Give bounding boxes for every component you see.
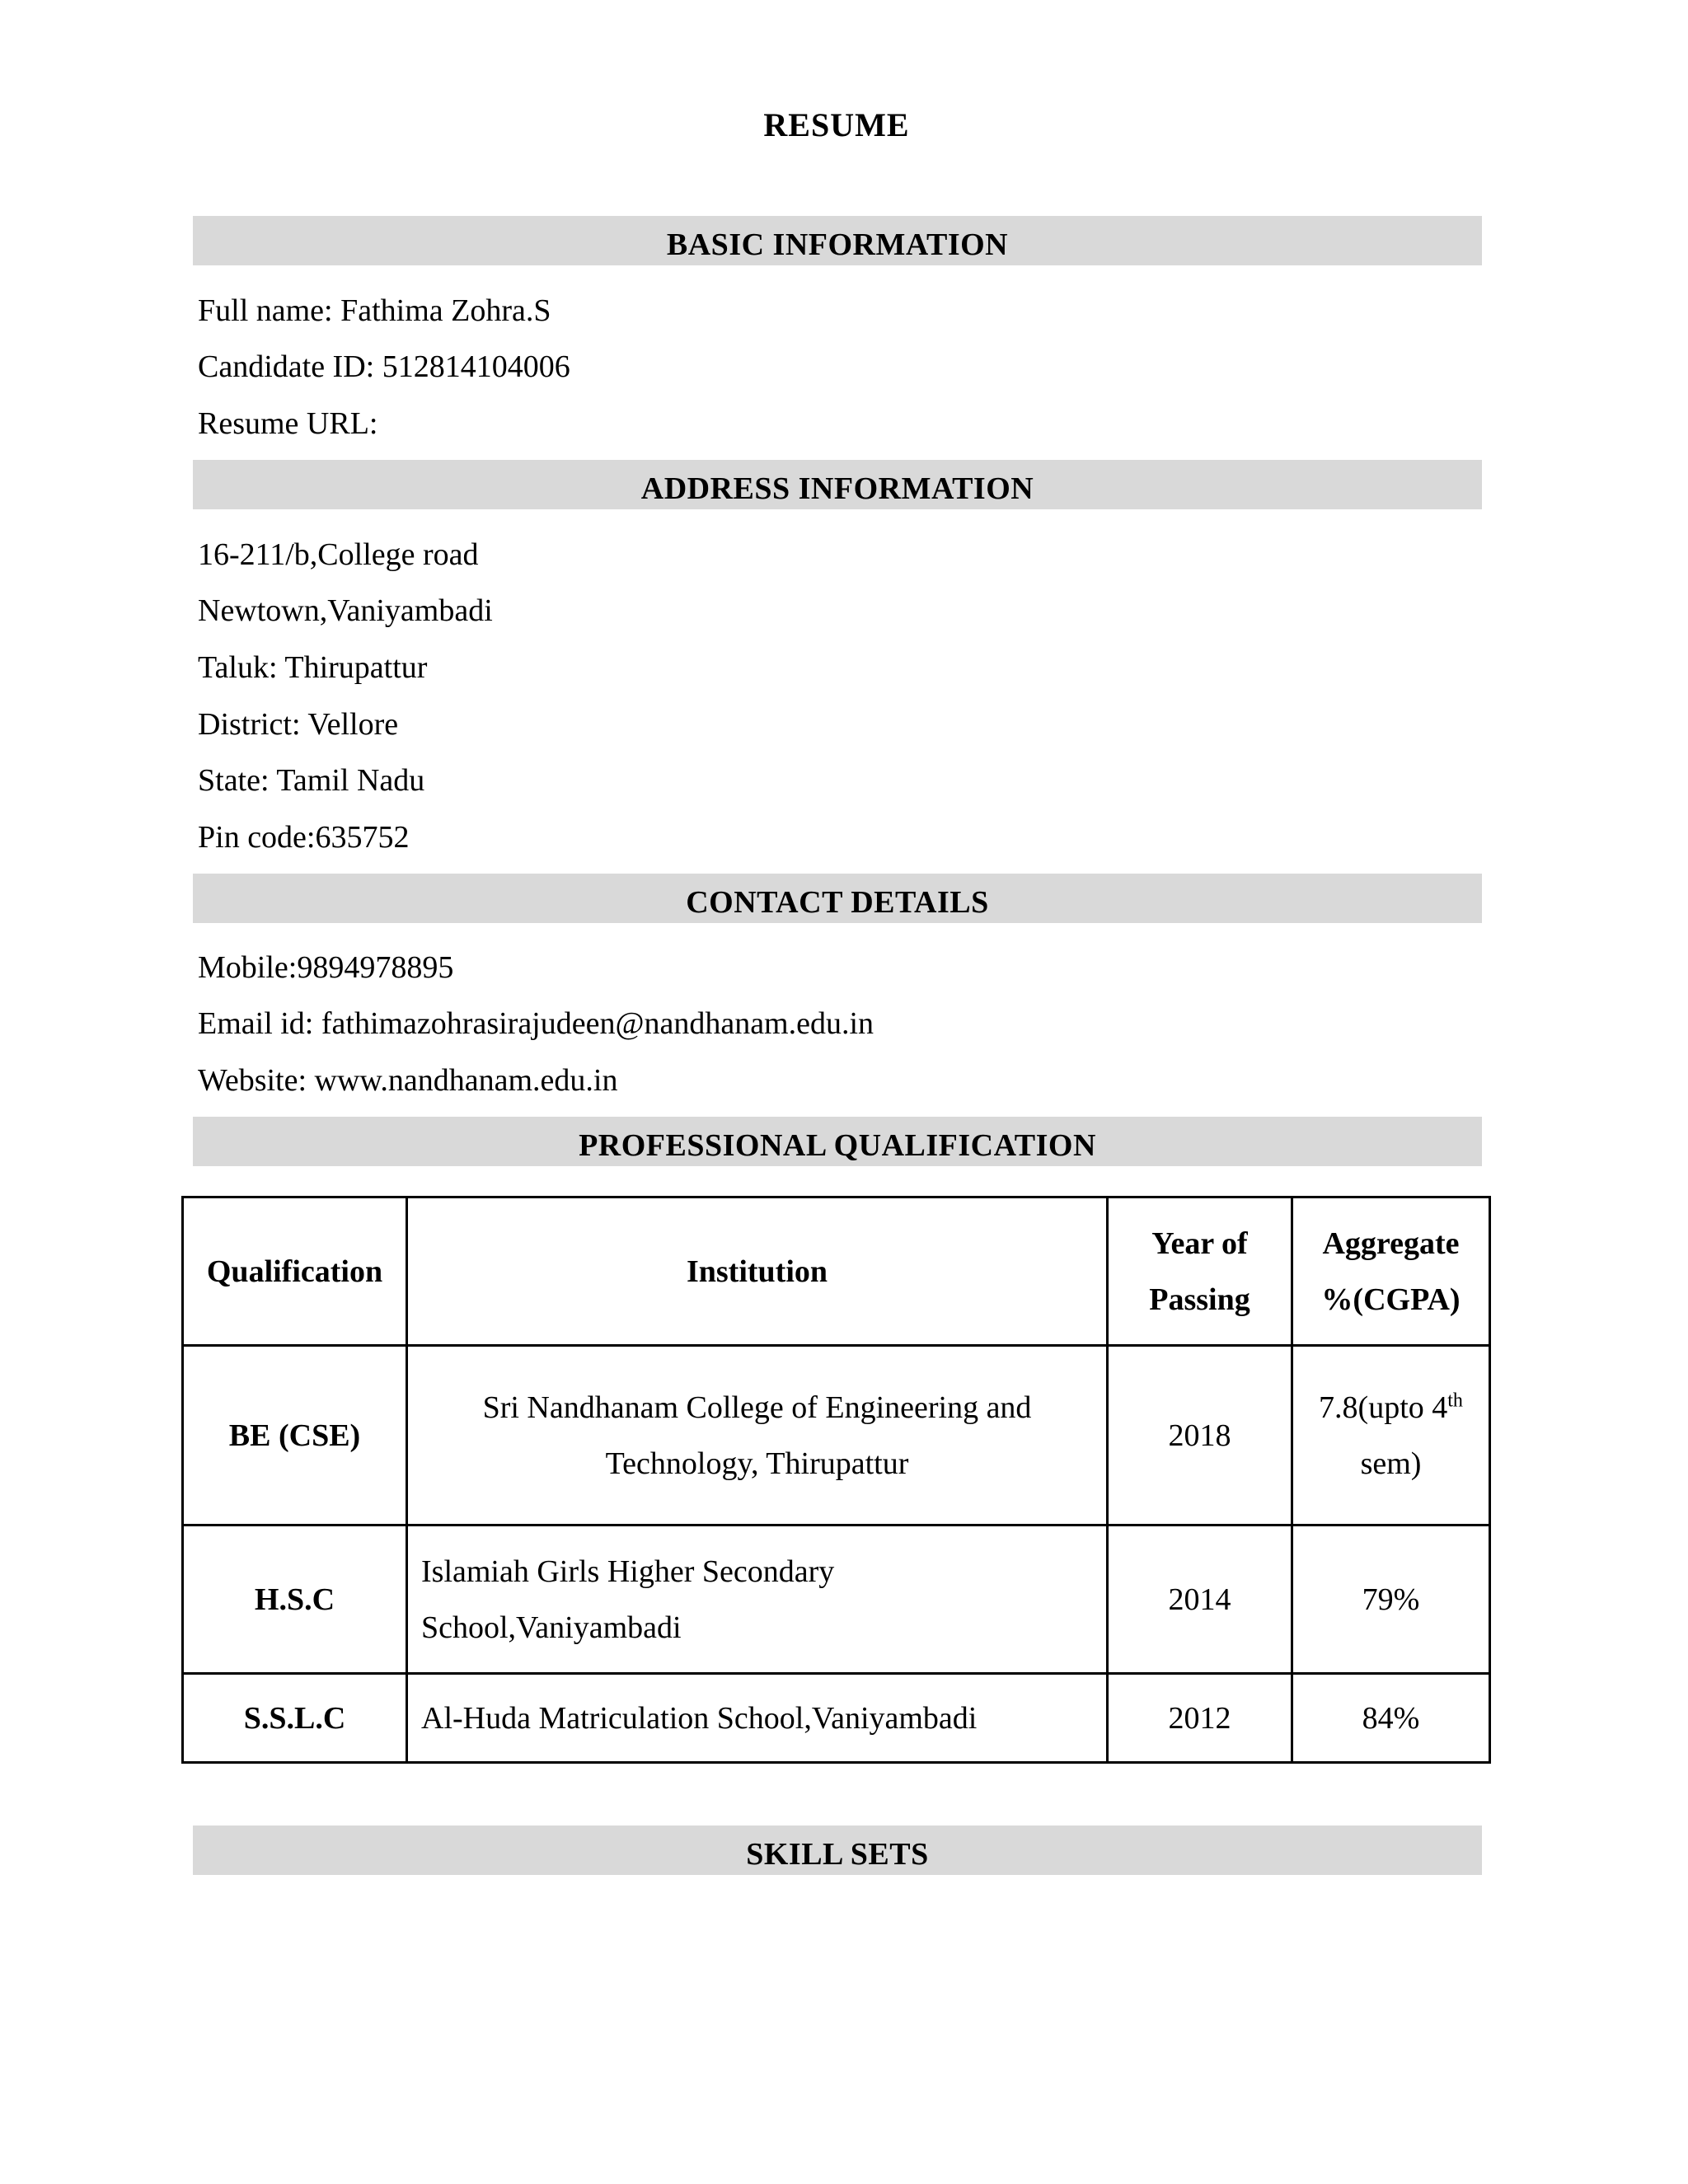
aggregate-line-1: 7.8(upto 4th (1319, 1389, 1463, 1425)
contact-email: Email id: fathimazohrasirajudeen@nandhanam.edu.in (198, 1006, 874, 1041)
address-information-heading: ADDRESS INFORMATION (193, 460, 1482, 509)
year-cell: 2018 (1108, 1346, 1292, 1526)
page-title: RESUME (763, 106, 910, 143)
aggregate-cell (1292, 1346, 1490, 1526)
institution-cell (407, 1526, 1108, 1674)
qualification-cell: H.S.C (183, 1526, 407, 1674)
header-aggregate (1292, 1197, 1490, 1346)
contact-details-heading: CONTACT DETAILS (193, 874, 1482, 923)
header-year-line-1: Year of (1151, 1226, 1248, 1261)
address-pin-code: Pin code:635752 (198, 820, 410, 855)
table-row (183, 1346, 1490, 1526)
institution-line-1: Islamiah Girls Higher Secondary (421, 1554, 835, 1589)
table-header-row (183, 1197, 1490, 1346)
qualification-table (181, 1196, 1491, 1764)
year-cell: 2012 (1108, 1674, 1292, 1763)
contact-mobile: Mobile:9894978895 (198, 950, 454, 985)
address-state: State: Tamil Nadu (198, 763, 425, 798)
aggregate-superscript: th (1447, 1389, 1463, 1411)
institution-line-1: Sri Nandhanam College of Engineering and (482, 1390, 1032, 1425)
address-line-1: 16-211/b,College road (198, 537, 479, 572)
resume-url: Resume URL: (198, 406, 378, 441)
header-year-line-2: Passing (1149, 1282, 1250, 1317)
candidate-id: Candidate ID: 512814104006 (198, 349, 570, 384)
year-cell: 2014 (1108, 1526, 1292, 1674)
institution-line-2: Technology, Thirupattur (605, 1446, 909, 1481)
basic-information-heading: BASIC INFORMATION (193, 216, 1482, 265)
address-line-2: Newtown,Vaniyambadi (198, 593, 493, 628)
address-district: District: Vellore (198, 707, 399, 742)
header-institution: Institution (407, 1197, 1108, 1346)
header-year-of-passing (1108, 1197, 1292, 1346)
header-qualification: Qualification (183, 1197, 407, 1346)
institution-line-2: School,Vaniyambadi (421, 1610, 682, 1645)
header-aggregate-line-1: Aggregate (1322, 1226, 1460, 1261)
institution-cell (407, 1346, 1108, 1526)
institution-cell: Al-Huda Matriculation School,Vaniyambadi (407, 1674, 1108, 1763)
aggregate-cell: 84% (1292, 1674, 1490, 1763)
aggregate-line-2: sem) (1360, 1446, 1422, 1481)
skill-sets-heading: SKILL SETS (193, 1825, 1482, 1875)
aggregate-cell: 79% (1292, 1526, 1490, 1674)
table-row (183, 1526, 1490, 1674)
table-row (183, 1674, 1490, 1763)
full-name: Full name: Fathima Zohra.S (198, 293, 551, 328)
header-aggregate-line-2: %(CGPA) (1321, 1282, 1461, 1317)
address-taluk: Taluk: Thirupattur (198, 650, 428, 685)
qualification-cell: S.S.L.C (183, 1674, 407, 1763)
contact-website: Website: www.nandhanam.edu.in (198, 1063, 618, 1098)
qualification-cell: BE (CSE) (183, 1346, 407, 1526)
professional-qualification-heading: PROFESSIONAL QUALIFICATION (193, 1117, 1482, 1166)
